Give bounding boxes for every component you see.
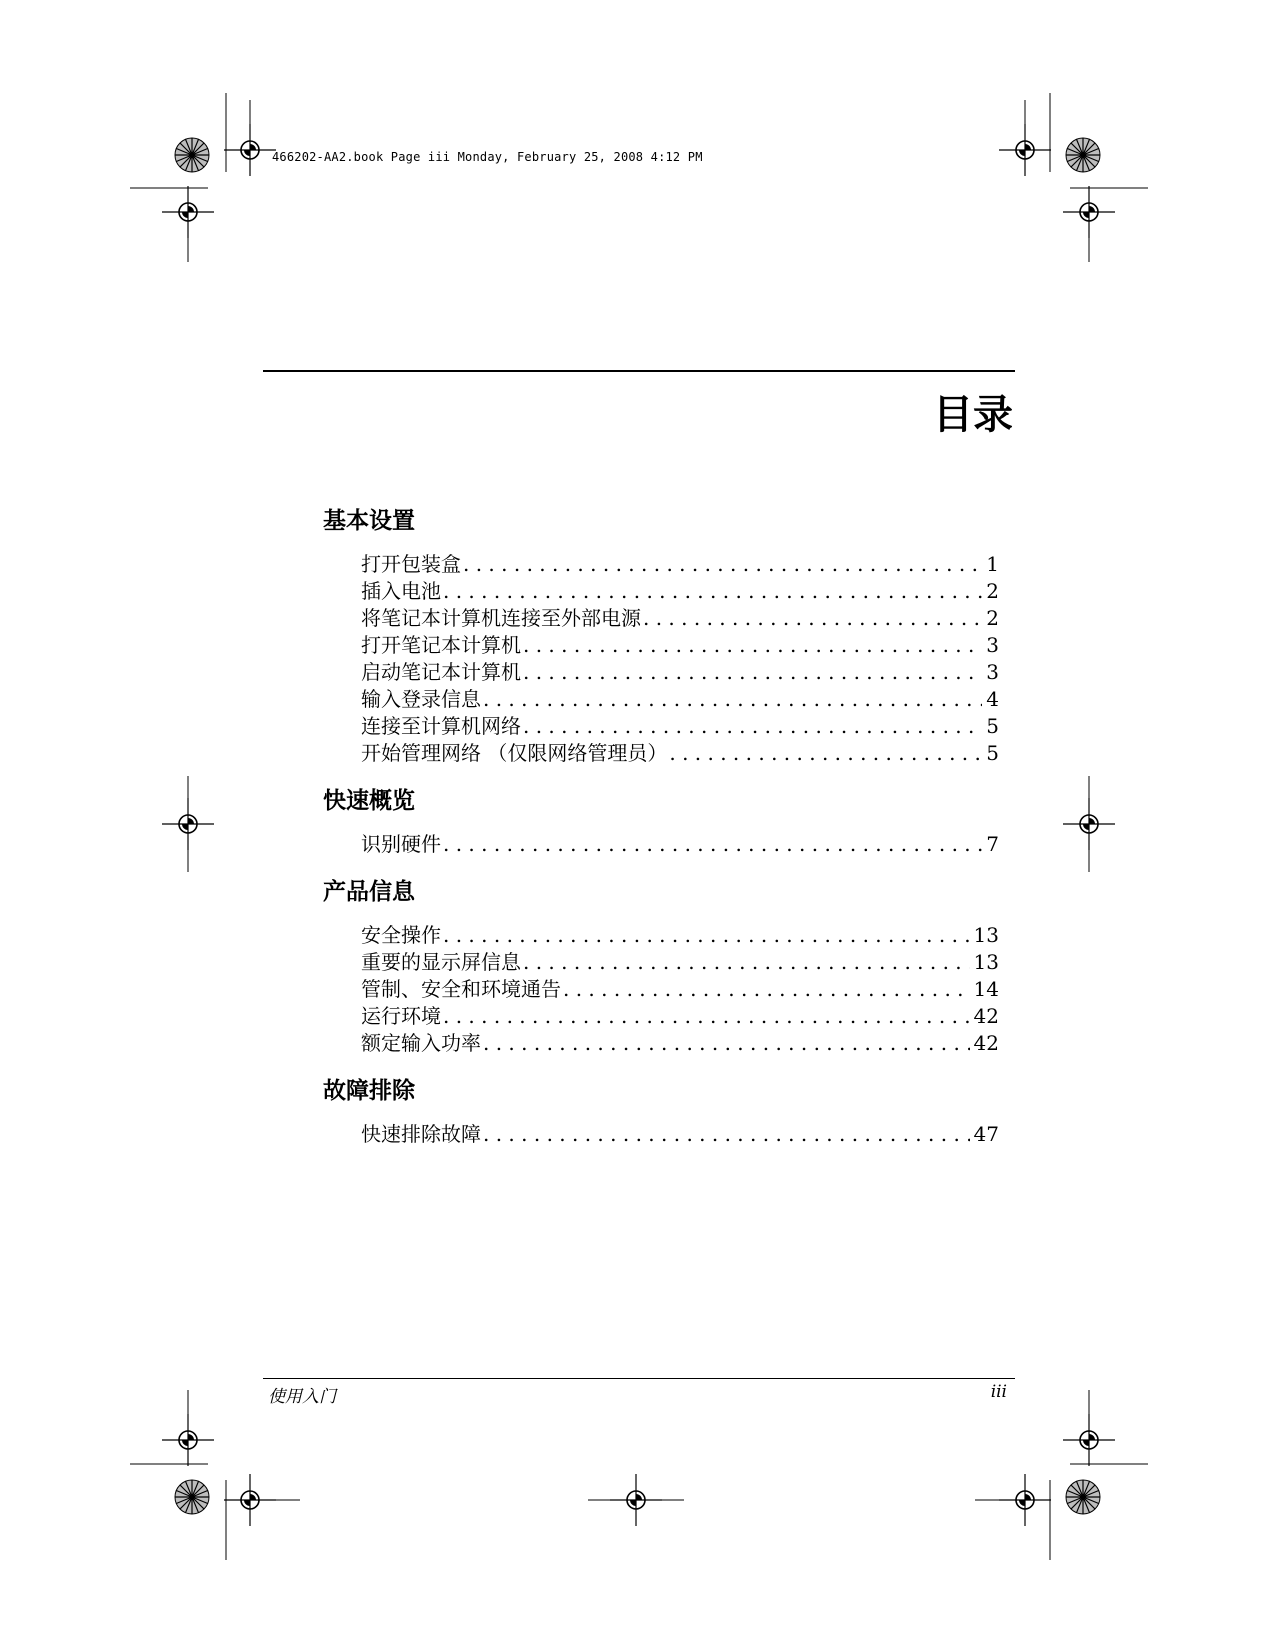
dot-leader: [483, 1030, 970, 1057]
dot-leader: [463, 551, 982, 578]
toc-entry-page: 5: [986, 741, 999, 765]
toc-entry-page: 4: [986, 687, 999, 711]
toc-entry-page: 47: [973, 1122, 999, 1146]
section-heading: 故障排除: [323, 1078, 415, 1104]
toc-entry-title: 重要的显示屏信息: [361, 950, 521, 974]
toc-section: [323, 505, 999, 767]
toc-entry-page: 14: [973, 977, 999, 1001]
toc-section: [323, 876, 999, 1057]
toc-entry-title: 额定输入功率: [361, 1031, 481, 1055]
toc-entry-title: 将笔记本计算机连接至外部电源: [361, 606, 641, 630]
toc-entry-page: 42: [973, 1004, 999, 1028]
toc-entry-title: 连接至计算机网络: [361, 714, 521, 738]
toc-entry-title: 开始管理网络 （仅限网络管理员）: [361, 741, 668, 765]
footer-book-title: 使用入门: [268, 1387, 336, 1407]
toc-entry[interactable]: [361, 1030, 999, 1057]
toc-entry-title: 输入登录信息: [361, 687, 481, 711]
toc-entry[interactable]: [361, 713, 999, 740]
toc-entry-title: 启动笔记本计算机: [361, 660, 521, 684]
section-heading: 产品信息: [323, 879, 415, 905]
toc-entry[interactable]: [361, 922, 999, 949]
toc-entry[interactable]: [361, 605, 999, 632]
toc-entry[interactable]: [361, 578, 999, 605]
dot-leader: [443, 1003, 970, 1030]
toc-entry[interactable]: [361, 740, 999, 767]
toc-entry-page: 5: [986, 714, 999, 738]
footer-rule: [263, 1378, 1015, 1379]
toc-entry-page: 2: [986, 606, 999, 630]
toc-entry[interactable]: [361, 686, 999, 713]
dot-leader: [443, 831, 982, 858]
toc-entry[interactable]: [361, 831, 999, 858]
toc-entry-page: 7: [986, 832, 999, 856]
toc-entry-page: 1: [986, 552, 999, 576]
page-title: 目录: [933, 392, 1013, 438]
toc-entry[interactable]: [361, 976, 999, 1003]
toc-entry-title: 打开笔记本计算机: [361, 633, 521, 657]
dot-leader: [643, 605, 982, 632]
dot-leader: [523, 632, 982, 659]
dot-leader: [523, 659, 982, 686]
dot-leader: [483, 1121, 970, 1148]
toc-entry-title: 快速排除故障: [361, 1122, 481, 1146]
dot-leader: [523, 949, 970, 976]
toc-entry-page: 3: [986, 633, 999, 657]
toc-entry[interactable]: [361, 659, 999, 686]
toc-entry[interactable]: [361, 632, 999, 659]
dot-leader: [523, 713, 982, 740]
print-slug: 466202-AA2.book Page iii Monday, February 25, 2008 4:12 PM: [272, 150, 703, 164]
toc-entry[interactable]: [361, 1121, 999, 1148]
toc-entry[interactable]: [361, 1003, 999, 1030]
toc-entry-title: 识别硬件: [361, 832, 441, 856]
dot-leader: [443, 578, 982, 605]
toc-entry-title: 运行环境: [361, 1004, 441, 1028]
dot-leader: [483, 686, 982, 713]
table-of-contents: [323, 505, 999, 1166]
toc-section: [323, 1075, 999, 1148]
toc-section: [323, 785, 999, 858]
toc-entry-title: 插入电池: [361, 579, 441, 603]
footer-page-number: iii: [990, 1382, 1007, 1402]
toc-entry-page: 13: [973, 923, 999, 947]
dot-leader: [443, 922, 970, 949]
section-heading: 快速概览: [323, 788, 415, 814]
toc-entry-page: 13: [973, 950, 999, 974]
toc-entry-page: 2: [986, 579, 999, 603]
title-rule: [263, 370, 1015, 372]
toc-entry[interactable]: [361, 949, 999, 976]
dot-leader: [669, 740, 982, 767]
dot-leader: [563, 976, 970, 1003]
toc-entry-title: 管制、安全和环境通告: [361, 977, 561, 1001]
toc-entry-title: 安全操作: [361, 923, 441, 947]
section-heading: 基本设置: [323, 508, 415, 534]
toc-entry[interactable]: [361, 551, 999, 578]
toc-entry-page: 42: [973, 1031, 999, 1055]
toc-entry-title: 打开包装盒: [361, 552, 461, 576]
toc-entry-page: 3: [986, 660, 999, 684]
